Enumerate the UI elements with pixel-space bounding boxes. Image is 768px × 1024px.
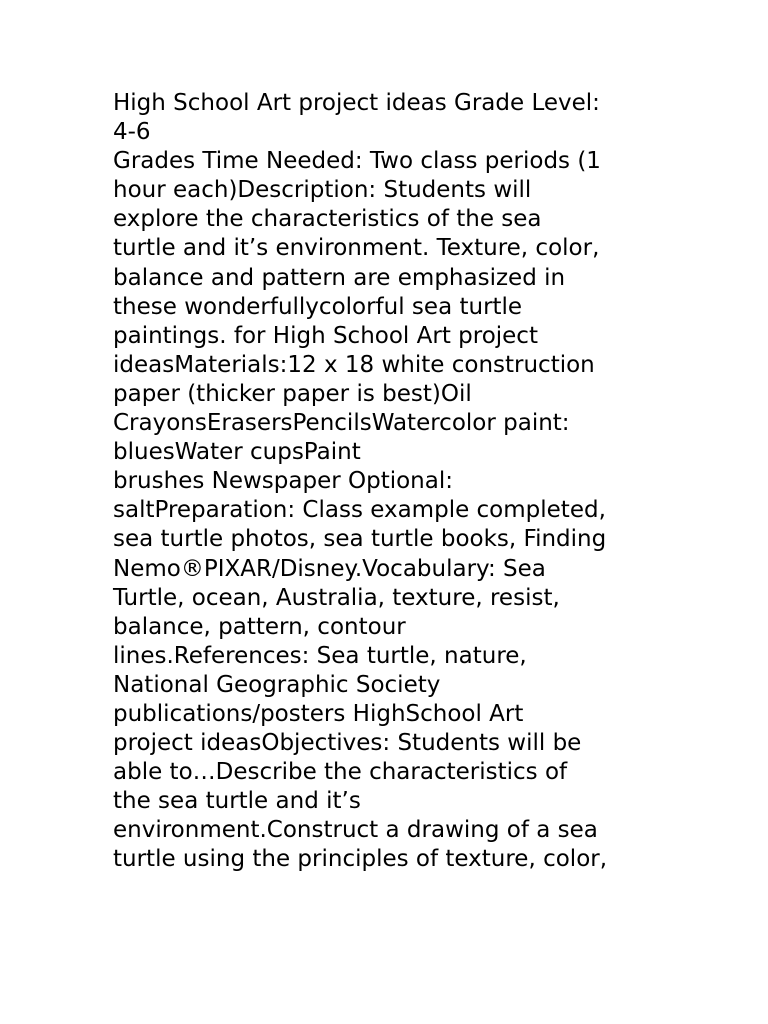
text-line: hour each)Description: Students will [113, 177, 532, 204]
text-line: Turtle, ocean, Australia, texture, resist, [113, 584, 560, 611]
text-line: paintings. for High School Art project [113, 322, 538, 349]
text-line: Nemo®PIXAR/Disney.Vocabulary: Sea [113, 555, 546, 582]
text-line: balance, pattern, contour [113, 613, 406, 640]
document-body [113, 89, 673, 875]
text-line: the sea turtle and it’s [113, 788, 361, 815]
text-line: brushes Newspaper Optional: [113, 468, 453, 495]
text-line: paper (thicker paper is best)Oil [113, 380, 472, 407]
text-line: bluesWater cupsPaint [113, 439, 361, 466]
text-line: saltPreparation: Class example completed, [113, 497, 606, 524]
text-line: explore the characteristics of the sea [113, 206, 542, 233]
text-line: environment.Construct a drawing of a sea [113, 817, 598, 844]
text-line: publications/posters HighSchool Art [113, 700, 524, 727]
text-line: turtle using the principles of texture, color, [113, 846, 608, 873]
text-line: able to…Describe the characteristics of [113, 759, 568, 786]
text-line: CrayonsErasersPencilsWatercolor paint: [113, 410, 570, 437]
text-line: 4-6 [113, 119, 151, 146]
text-line: Grades Time Needed: Two class periods (1 [113, 148, 601, 175]
text-line: turtle and it’s environment. Texture, color, [113, 235, 600, 262]
text-line: National Geographic Society [113, 671, 441, 698]
text-line: High School Art project ideas Grade Level: [113, 90, 600, 116]
text-line: ideasMaterials:12 x 18 white construction [113, 351, 595, 378]
text-line: balance and pattern are emphasized in [113, 264, 566, 291]
text-line: sea turtle photos, sea turtle books, Finding [113, 526, 607, 553]
text-line: project ideasObjectives: Students will be [113, 730, 582, 757]
text-line: these wonderfullycolorful sea turtle [113, 293, 523, 320]
text-line: lines.References: Sea turtle, nature, [113, 642, 527, 669]
